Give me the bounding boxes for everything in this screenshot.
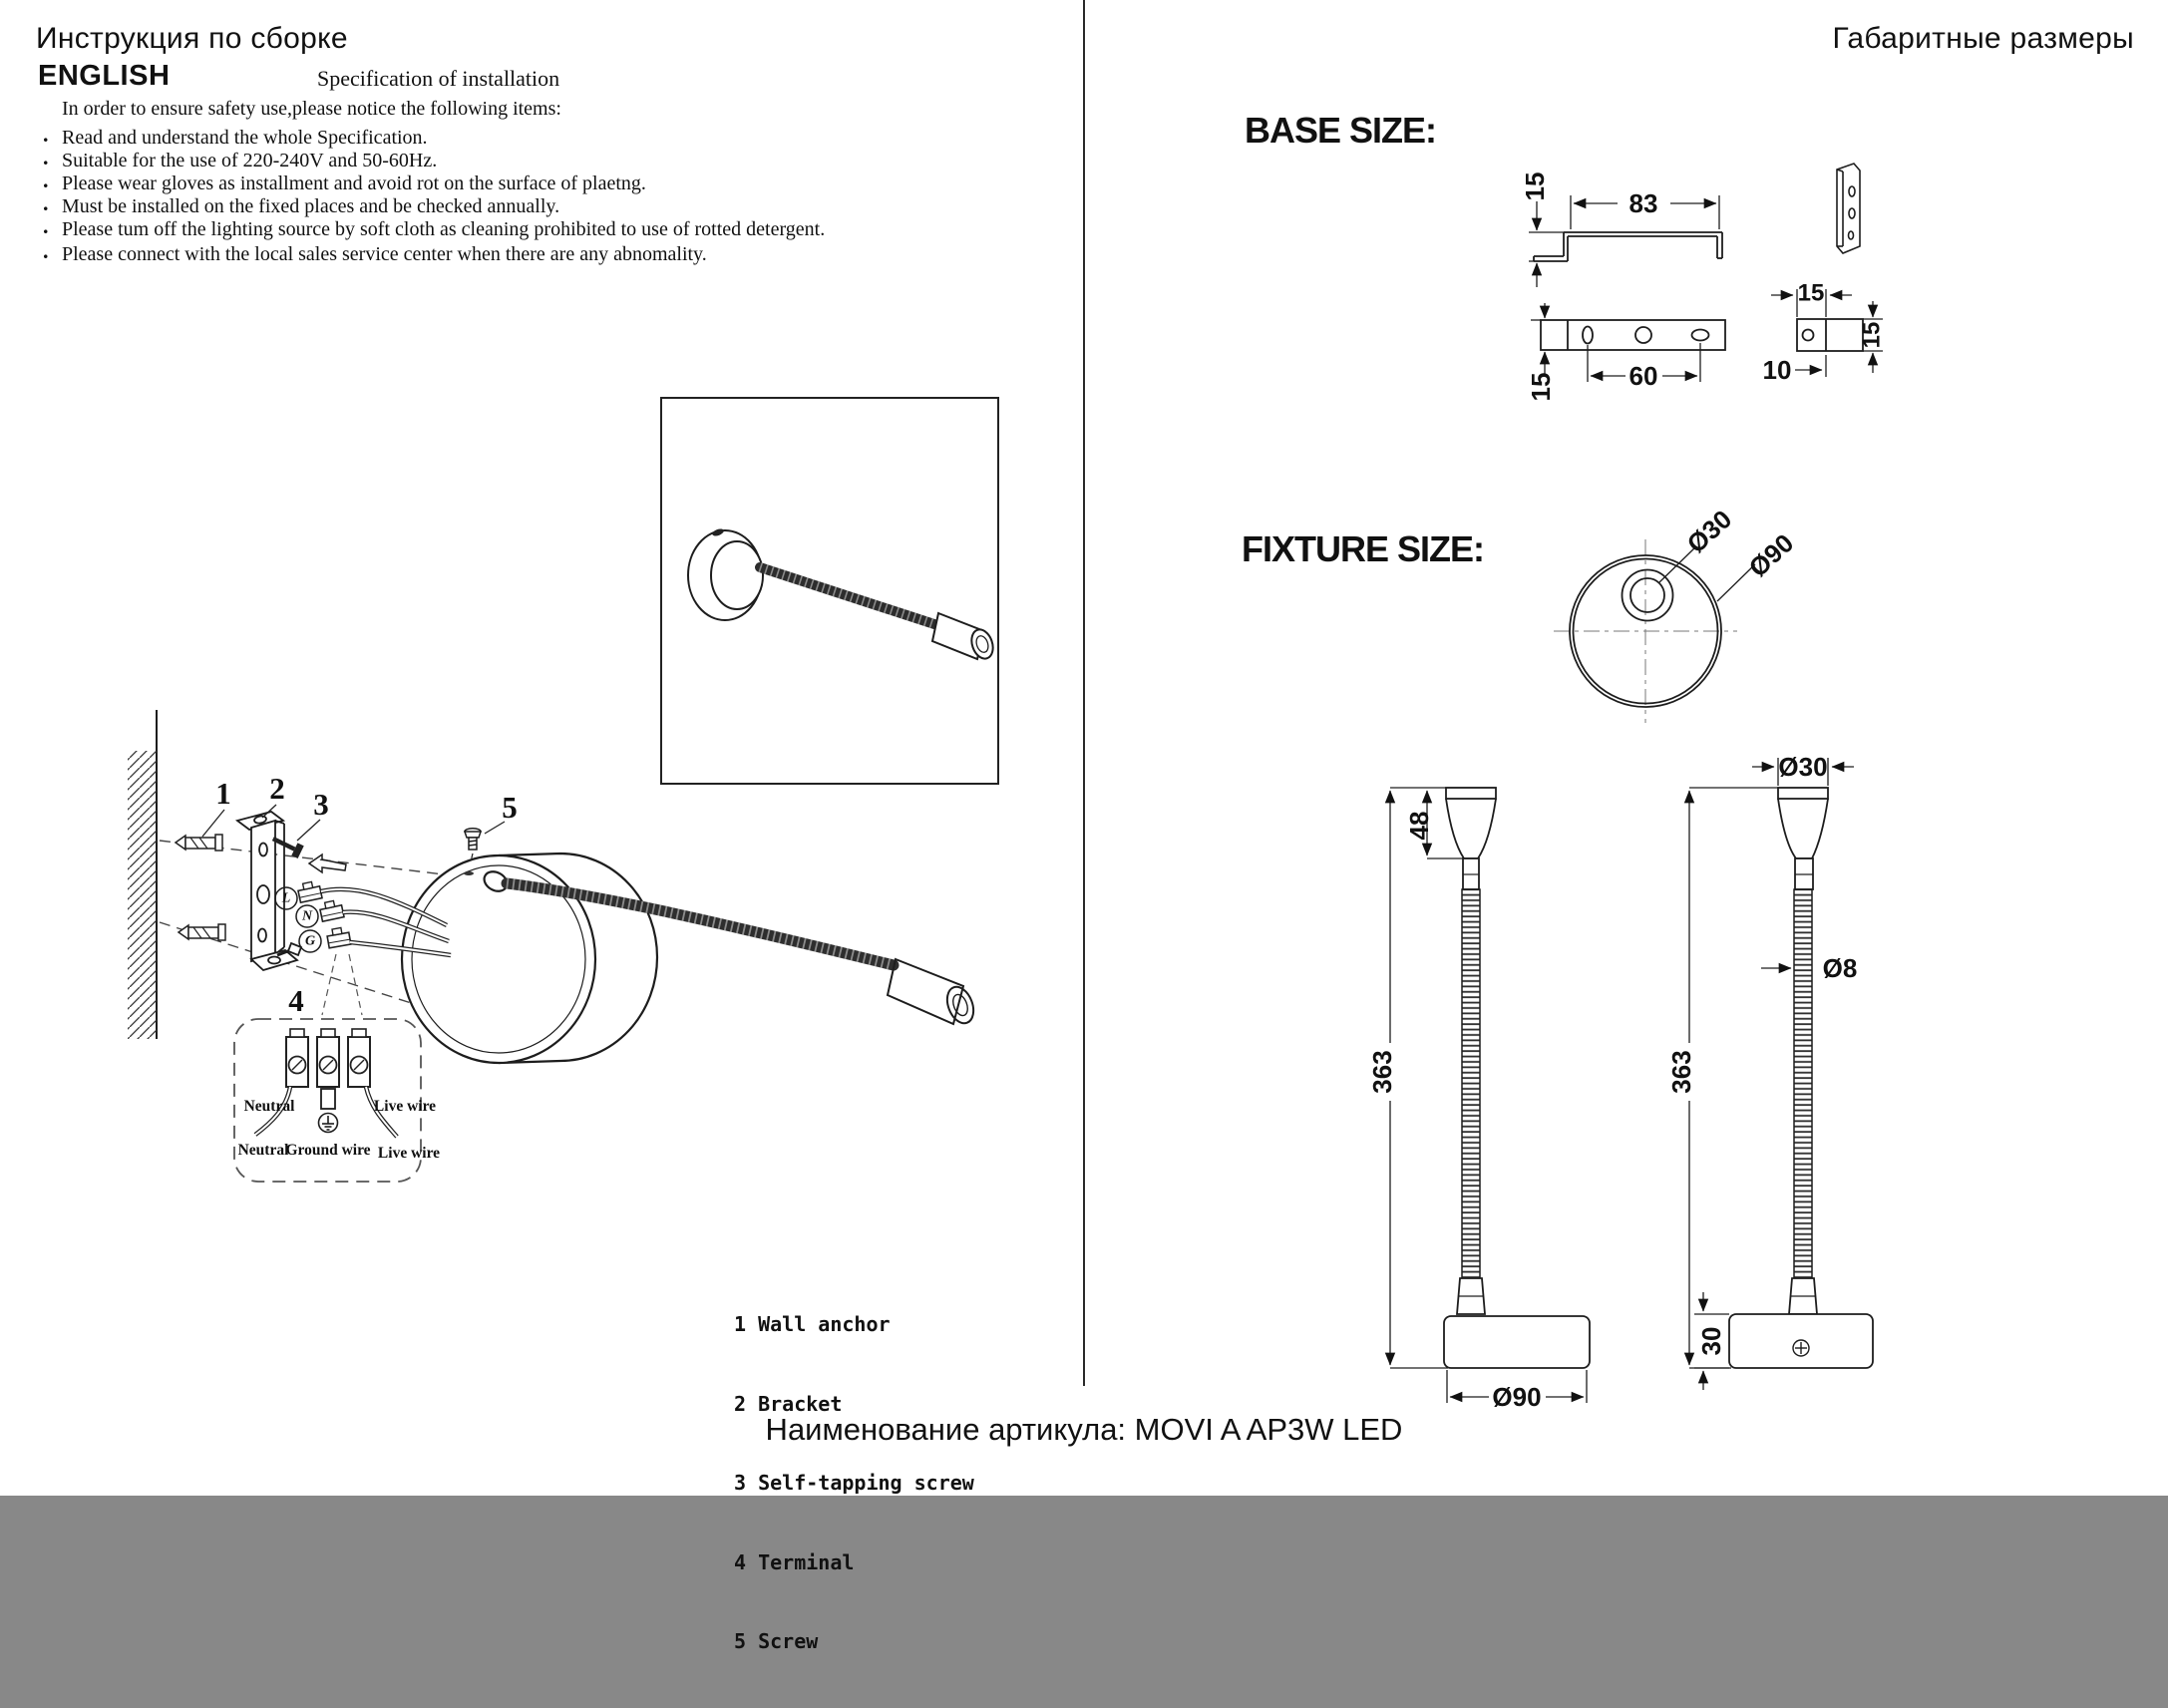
dim-label-48: 48 [1404,811,1434,841]
terminal-detail [234,1019,440,1182]
screw-hole [464,871,474,875]
instruction-item: . Read and understand the whole Specification. [62,127,428,150]
leader-d30 [1659,546,1696,582]
fixture-top-view [1541,484,1870,733]
dim-label-15-front: 15 [1526,372,1556,402]
bracket-profile-view [1534,232,1722,261]
dim-label-83: 83 [1628,188,1658,218]
parts-row [734,1549,974,1576]
wire-label-neutral-top: Neutral [243,1098,295,1115]
fixture-left-view [1390,788,1590,1403]
instruction-item: . Please connect with the local sales service center when there are any abnomality. [62,243,707,266]
lamp-head-rim [942,983,978,1027]
dim-label-363-left: 363 [1367,1050,1397,1094]
head-outline-inner [1630,578,1664,612]
leader-d90 [1717,564,1755,601]
bracket-3d-view [1837,164,1860,253]
lamp-base-opening [711,541,763,609]
instruction-item: . Must be installed on the fixed places and be checked annually. [62,195,559,218]
dim-label-15-side-top: 15 [1797,279,1825,307]
dim-label-15-side-right: 15 [1858,321,1886,349]
part-name: Self-tapping screw [758,1471,974,1495]
parts-row [734,1311,974,1338]
terminal-letter-neutral: N [301,908,313,924]
dim-leg [1529,201,1564,287]
wire-label-live-top: Live wire [373,1098,437,1115]
base-screw-icon [1793,1340,1809,1356]
instruction-item: . Please wear gloves as installment and avoid rot on the surface of plaetng. [62,172,646,195]
article-name: Наименование артикула: MOVI A AP3W LED [765,1412,1403,1447]
dim-label-60: 60 [1628,361,1658,391]
dim-label-d8: Ø8 [1822,953,1858,983]
wall [128,710,157,1039]
bracket [237,812,301,970]
dim-label-15-leg: 15 [1520,171,1550,201]
instruction-item: . Suitable for the use of 220-240V and 50-60Hz. [62,150,437,172]
base-cylinder [1444,1316,1590,1368]
dim-label-d90-top: Ø90 [1742,527,1800,583]
dim-side-offset [1795,355,1826,377]
fixture-side-views [1368,738,1953,1426]
bracket-front-view [1541,320,1725,350]
intro-line: In order to ensure safety use,please notice the following items: [62,98,561,120]
wall-hatch [128,751,157,1039]
part-num: 2 [734,1391,747,1416]
wire-label-ground-bottom: Ground wire [285,1142,371,1159]
instruction-item: . Please tum off the lighting source by soft cloth as cleaning prohibited to use of rotted detergent. [62,218,825,241]
flex-arm [760,567,937,625]
terminal-letter-ground: G [304,933,316,949]
terminal-letter-live: L [281,890,291,906]
flex-arm-ribbed [1462,889,1480,1278]
part-num: 3 [734,1471,747,1495]
parts-list [734,1258,974,1708]
callout-2: 2 [269,771,285,806]
parts-row [734,1470,974,1497]
page-title-right: Габаритные размеры [1832,22,2134,55]
assembly-drawing [120,633,1062,1192]
dim-label-d30-head: Ø30 [1778,752,1828,782]
callout-4: 4 [288,983,304,1018]
part-num: 5 [734,1629,747,1653]
part-name: Bracket [758,1391,843,1416]
wire-label-live-bottom: Live wire [377,1145,441,1162]
direction-arrow-icon [309,854,346,872]
callout-1: 1 [215,776,231,811]
dim-label-363-right: 363 [1666,1050,1696,1094]
base-size-heading: BASE SIZE: [1245,110,1437,151]
part-name: Wall anchor [758,1312,891,1336]
fixture-size-heading: FIXTURE SIZE: [1242,528,1485,569]
part-name: Terminal [758,1549,855,1574]
part-num: 4 [734,1549,747,1574]
parts-row [734,1628,974,1655]
base-size-drawing [1501,150,1900,411]
language-heading: ENGLISH [38,60,171,92]
callout-3: 3 [313,787,329,822]
dim-label-30-base: 30 [1696,1326,1726,1356]
spec-subtitle: Specification of installation [317,66,560,91]
flex-arm-ribbed [1794,889,1812,1278]
column-divider [1083,0,1085,1386]
page-title-left: Инструкция по сборке [36,22,348,55]
dim-label-10: 10 [1762,355,1792,385]
ground-symbol-icon [319,1114,338,1133]
bracket-side-view [1797,319,1863,351]
wire-label-neutral-bottom: Neutral [237,1142,289,1159]
callout-5: 5 [502,790,518,825]
dim-label-d30-top: Ø30 [1680,504,1738,559]
dim-label-d90-base: Ø90 [1492,1382,1542,1412]
part-num: 1 [734,1312,747,1336]
fixture-right-view [1689,758,1873,1390]
part-name: Screw [758,1629,819,1653]
